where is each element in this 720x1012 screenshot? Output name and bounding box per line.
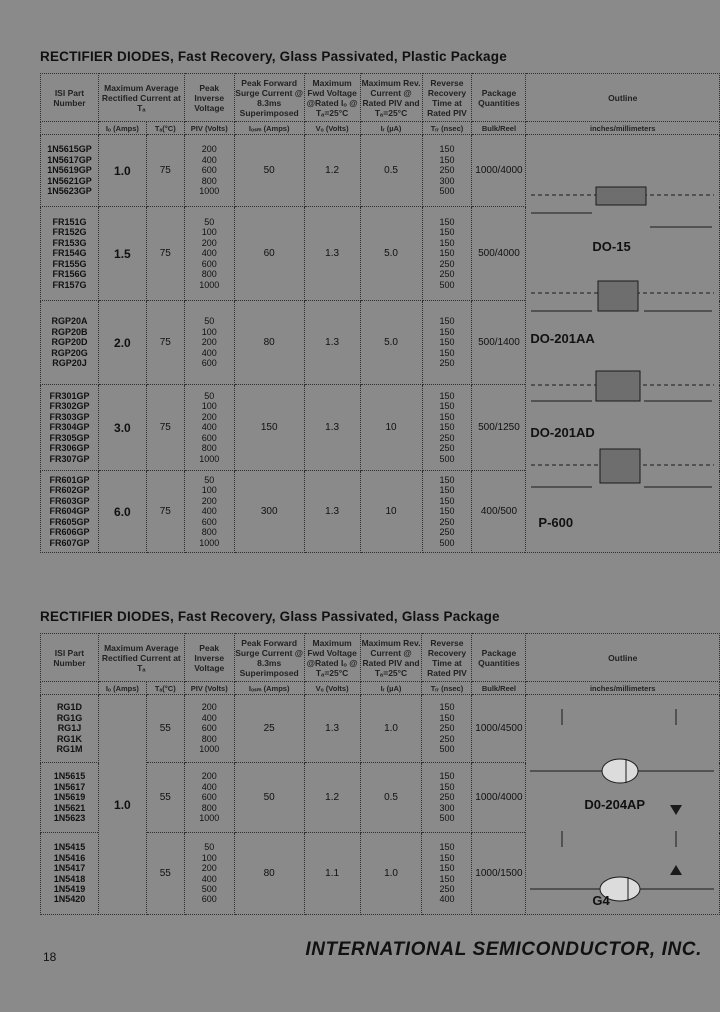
part-number-list-entry: FR307GP (49, 453, 90, 464)
surge-current: 80 (234, 301, 304, 385)
surge-current: 150 (234, 385, 304, 471)
package-label-do201aa: DO-201AA (530, 331, 595, 346)
unit-surge: Iₒₛₘ (Amps) (234, 682, 304, 695)
unit-outline: inches/millimeters (526, 122, 720, 135)
recovery-time-list-entry: 250 (439, 269, 455, 280)
piv-list (184, 833, 234, 915)
reverse-current: 5.0 (360, 207, 422, 301)
part-number-list-entry: RG1G (56, 712, 83, 723)
package-quantity: 500/1400 (472, 301, 526, 385)
recovery-time-list (422, 207, 472, 301)
unit-vf: Vₒ (Volts) (304, 122, 360, 135)
forward-voltage: 1.3 (304, 471, 360, 553)
unit-ir: Iᵣ (µA) (360, 122, 422, 135)
piv-list-entry: 1000 (199, 279, 220, 290)
piv-list-entry: 500 (201, 883, 217, 894)
part-number-list (41, 385, 99, 471)
recovery-time-list-entry: 150 (439, 485, 455, 496)
piv-list-entry: 50 (204, 217, 215, 228)
recovery-time-list-entry: 150 (439, 391, 455, 402)
piv-list-entry: 600 (201, 258, 217, 269)
surge-current: 60 (234, 207, 304, 301)
unit-trr: Tᵣᵣ (nsec) (422, 122, 472, 135)
piv-list-entry: 50 (204, 316, 215, 327)
recovery-time-list (422, 385, 472, 471)
recovery-time-list (422, 695, 472, 763)
part-number-list-entry: 1N5619GP (47, 165, 92, 176)
part-number-list (41, 301, 99, 385)
piv-list (184, 471, 234, 553)
piv-list-entry: 600 (201, 432, 217, 443)
header-outline: Outline (526, 634, 720, 682)
recovery-time-list-entry: 150 (439, 411, 455, 422)
recovery-time-list-entry: 150 (439, 217, 455, 228)
piv-list-entry: 800 (201, 733, 217, 744)
section1-title: RECTIFIER DIODES, Fast Recovery, Glass Passivated, Plastic Package (40, 49, 507, 64)
recovery-time-list-entry: 150 (439, 144, 455, 155)
piv-list-entry: 1000 (199, 744, 220, 755)
piv-list (184, 695, 234, 763)
piv-list-entry: 200 (201, 863, 217, 874)
recovery-time-list-entry: 250 (439, 723, 455, 734)
temp-rating: 55 (146, 695, 184, 763)
part-number-list (41, 471, 99, 553)
piv-list (184, 301, 234, 385)
part-number-list-entry: FR601GP (49, 475, 90, 486)
piv-list-entry: 1000 (199, 537, 220, 548)
part-number-list-entry: RGP20J (52, 358, 87, 369)
header-package-qty: Package Quantities (472, 74, 526, 122)
recovery-time-list-entry: 500 (439, 279, 455, 290)
part-number-list-entry: 1N5418 (53, 873, 86, 884)
unit-qty: Bulk/Reel (472, 682, 526, 695)
part-number-list-entry: FR606GP (49, 527, 90, 538)
piv-list (184, 135, 234, 207)
piv-list-entry: 600 (201, 792, 217, 803)
piv-list-entry: 400 (201, 347, 217, 358)
forward-voltage: 1.3 (304, 207, 360, 301)
header-outline: Outline (526, 74, 720, 122)
surge-current: 50 (234, 135, 304, 207)
piv-list-entry: 200 (201, 495, 217, 506)
part-number-list (41, 763, 99, 833)
recovery-time-list-entry: 150 (439, 852, 455, 863)
part-number-list-entry: 1N5615 (53, 771, 86, 782)
unit-current: Iₒ (Amps) (98, 682, 146, 695)
forward-voltage: 1.3 (304, 695, 360, 763)
piv-list-entry: 50 (204, 842, 215, 853)
part-number-list-entry: RG1J (57, 723, 82, 734)
recovery-time-list-entry: 150 (439, 712, 455, 723)
recovery-time-list-entry: 150 (439, 475, 455, 486)
recovery-time-list-entry: 250 (439, 443, 455, 454)
part-number-list-entry: FR602GP (49, 485, 90, 496)
piv-list-entry: 800 (201, 269, 217, 280)
package-quantity: 1000/4000 (472, 135, 526, 207)
recovery-time-list-entry: 150 (439, 495, 455, 506)
part-number-list-entry: RG1M (56, 744, 83, 755)
part-number-list-entry: FR301GP (49, 391, 90, 402)
header-package-qty: Package Quantities (472, 634, 526, 682)
part-number-list-entry: FR155G (52, 258, 87, 269)
part-number-list-entry: 1N5621 (53, 802, 86, 813)
piv-list-entry: 800 (201, 802, 217, 813)
temp-rating: 75 (146, 301, 184, 385)
recovery-time-list (422, 763, 472, 833)
unit-ir: Iᵣ (µA) (360, 682, 422, 695)
part-number-list-entry: FR607GP (49, 537, 90, 548)
part-number-list-entry: RGP20D (51, 337, 88, 348)
recovery-time-list (422, 833, 472, 915)
reverse-current: 10 (360, 385, 422, 471)
piv-list-entry: 600 (201, 516, 217, 527)
recovery-time-list (422, 471, 472, 553)
header-rev-current: Maximum Rev. Current @ Rated PIV and Tₐ=25°C (360, 74, 422, 122)
header-recovery-time: Reverse Recovery Time at Rated PIV (422, 634, 472, 682)
package-quantity: 500/1250 (472, 385, 526, 471)
reverse-current: 5.0 (360, 301, 422, 385)
piv-list-entry: 800 (201, 175, 217, 186)
header-part-number: ISI Part Number (41, 634, 99, 682)
piv-list-entry: 600 (201, 165, 217, 176)
reverse-current: 10 (360, 471, 422, 553)
part-number-list-entry: FR156G (52, 269, 87, 280)
part-number-list-entry: FR154G (52, 248, 87, 259)
piv-list-entry: 1000 (199, 186, 220, 197)
recovery-time-list-entry: 150 (439, 347, 455, 358)
current-rating: 1.0 (98, 135, 146, 207)
table-row (41, 135, 720, 207)
forward-voltage: 1.3 (304, 385, 360, 471)
piv-list-entry: 600 (201, 723, 217, 734)
part-number-list-entry: FR305GP (49, 432, 90, 443)
recovery-time-list-entry: 150 (439, 248, 455, 259)
current-rating: 2.0 (98, 301, 146, 385)
recovery-time-list-entry: 150 (439, 422, 455, 433)
part-number-list-entry: FR604GP (49, 506, 90, 517)
unit-current: Iₒ (Amps) (98, 122, 146, 135)
header-piv: Peak Inverse Voltage (184, 634, 234, 682)
recovery-time-list-entry: 150 (439, 337, 455, 348)
package-label-do15: DO-15 (592, 239, 631, 254)
recovery-time-list-entry: 250 (439, 883, 455, 894)
current-rating: 1.5 (98, 207, 146, 301)
recovery-time-list-entry: 150 (439, 237, 455, 248)
piv-list-entry: 100 (201, 227, 217, 238)
forward-voltage: 1.2 (304, 763, 360, 833)
piv-list-entry: 50 (204, 475, 215, 486)
piv-list-entry: 1000 (199, 813, 220, 824)
package-label-g4: G4 (592, 893, 610, 908)
header-avg-current: Maximum Average Rectified Current at Tₐ (98, 74, 184, 122)
part-number-list-entry: FR153G (52, 237, 87, 248)
temp-rating: 75 (146, 207, 184, 301)
part-number-list-entry: 1N5416 (53, 852, 86, 863)
package-quantity: 1000/4500 (472, 695, 526, 763)
unit-piv: PIV (Volts) (184, 682, 234, 695)
header-avg-current: Maximum Average Rectified Current at Tₐ (98, 634, 184, 682)
header-piv: Peak Inverse Voltage (184, 74, 234, 122)
piv-list-entry: 600 (201, 358, 217, 369)
part-number-list-entry: 1N5617GP (47, 154, 92, 165)
part-number-list-entry: RGP20A (51, 316, 88, 327)
part-number-list (41, 833, 99, 915)
piv-list-entry: 100 (201, 326, 217, 337)
current-rating: 3.0 (98, 385, 146, 471)
part-number-list-entry: FR605GP (49, 516, 90, 527)
part-number-list-entry: 1N5415 (53, 842, 86, 853)
piv-list-entry: 100 (201, 401, 217, 412)
part-number-list-entry: 1N5617 (53, 781, 86, 792)
part-number-list-entry: 1N5623 (53, 813, 86, 824)
part-number-list (41, 207, 99, 301)
unit-cell (41, 682, 99, 695)
piv-list-entry: 200 (201, 411, 217, 422)
recovery-time-list-entry: 300 (439, 802, 455, 813)
recovery-time-list-entry: 500 (439, 744, 455, 755)
piv-list-entry: 400 (201, 712, 217, 723)
recovery-time-list-entry: 150 (439, 401, 455, 412)
part-number-list-entry: 1N5621GP (47, 175, 92, 186)
package-quantity: 1000/4000 (472, 763, 526, 833)
piv-list (184, 763, 234, 833)
piv-list-entry: 400 (201, 506, 217, 517)
company-name: INTERNATIONAL SEMICONDUCTOR, INC. (305, 939, 702, 960)
recovery-time-list-entry: 500 (439, 453, 455, 464)
current-rating: 6.0 (98, 471, 146, 553)
forward-voltage: 1.1 (304, 833, 360, 915)
forward-voltage: 1.3 (304, 301, 360, 385)
part-number-list-entry: 1N5420 (53, 894, 86, 905)
piv-list (184, 385, 234, 471)
piv-list-entry: 400 (201, 781, 217, 792)
part-number-list-entry: FR603GP (49, 495, 90, 506)
part-number-list-entry: FR306GP (49, 443, 90, 454)
temp-rating: 55 (146, 833, 184, 915)
piv-list-entry: 600 (201, 894, 217, 905)
surge-current: 80 (234, 833, 304, 915)
piv-list-entry: 800 (201, 527, 217, 538)
recovery-time-list-entry: 150 (439, 873, 455, 884)
piv-list-entry: 1000 (199, 453, 220, 464)
piv-list-entry: 200 (201, 144, 217, 155)
recovery-time-list-entry: 150 (439, 781, 455, 792)
part-number-list-entry: RG1K (56, 733, 82, 744)
temp-rating: 75 (146, 471, 184, 553)
piv-list-entry: 400 (201, 873, 217, 884)
recovery-time-list (422, 301, 472, 385)
recovery-time-list-entry: 250 (439, 733, 455, 744)
current-rating: 1.0 (98, 695, 146, 915)
piv-list-entry: 200 (201, 702, 217, 713)
part-number-list-entry: FR152G (52, 227, 87, 238)
piv-list-entry: 50 (204, 391, 215, 402)
piv-list-entry: 400 (201, 154, 217, 165)
recovery-time-list-entry: 150 (439, 863, 455, 874)
part-number-list-entry: RG1D (56, 702, 82, 713)
piv-list-entry: 800 (201, 443, 217, 454)
part-number-list (41, 695, 99, 763)
package-label-do201ad: DO-201AD (530, 425, 595, 440)
header-fwd-voltage: Maximum Fwd Voltage @Rated Iₒ @ Tₐ=25°C (304, 634, 360, 682)
recovery-time-list-entry: 300 (439, 175, 455, 186)
section1-table (40, 73, 720, 553)
section2-table (40, 633, 720, 915)
recovery-time-list-entry: 250 (439, 432, 455, 443)
header-recovery-time: Reverse Recovery Time at Rated PIV (422, 74, 472, 122)
unit-piv: PIV (Volts) (184, 122, 234, 135)
recovery-time-list-entry: 150 (439, 702, 455, 713)
reverse-current: 0.5 (360, 135, 422, 207)
unit-cell (41, 122, 99, 135)
unit-vf: Vₒ (Volts) (304, 682, 360, 695)
part-number-list-entry: 1N5615GP (47, 144, 92, 155)
outline-drawings (526, 135, 720, 553)
header-part-number: ISI Part Number (41, 74, 99, 122)
recovery-time-list-entry: 500 (439, 186, 455, 197)
recovery-time-list-entry: 250 (439, 527, 455, 538)
recovery-time-list-entry: 400 (439, 894, 455, 905)
package-quantity: 1000/1500 (472, 833, 526, 915)
piv-list-entry: 400 (201, 248, 217, 259)
part-number-list-entry: FR157G (52, 279, 87, 290)
package-label-do204ap: D0-204AP (584, 797, 646, 812)
surge-current: 50 (234, 763, 304, 833)
recovery-time-list-entry: 250 (439, 792, 455, 803)
recovery-time-list-entry: 150 (439, 506, 455, 517)
header-rev-current: Maximum Rev. Current @ Rated PIV and Tₐ=25°C (360, 634, 422, 682)
header-surge: Peak Forward Surge Current @ 8.3ms Superimposed (234, 634, 304, 682)
unit-qty: Bulk/Reel (472, 122, 526, 135)
reverse-current: 1.0 (360, 833, 422, 915)
unit-trr: Tᵣᵣ (nsec) (422, 682, 472, 695)
unit-temp: Tₐ(°C) (146, 122, 184, 135)
temp-rating: 75 (146, 135, 184, 207)
recovery-time-list-entry: 150 (439, 842, 455, 853)
surge-current: 300 (234, 471, 304, 553)
recovery-time-list-entry: 150 (439, 771, 455, 782)
section2-title: RECTIFIER DIODES, Fast Recovery, Glass Passivated, Glass Package (40, 609, 500, 624)
piv-list (184, 207, 234, 301)
recovery-time-list-entry: 150 (439, 316, 455, 327)
temp-rating: 55 (146, 763, 184, 833)
recovery-time-list-entry: 500 (439, 813, 455, 824)
temp-rating: 75 (146, 385, 184, 471)
part-number-list (41, 135, 99, 207)
package-quantity: 500/4000 (472, 207, 526, 301)
part-number-list-entry: 1N5623GP (47, 186, 92, 197)
outline-drawings (526, 695, 720, 915)
forward-voltage: 1.2 (304, 135, 360, 207)
part-number-list-entry: RGP20G (51, 347, 88, 358)
part-number-list-entry: 1N5419 (53, 883, 86, 894)
recovery-time-list-entry: 250 (439, 165, 455, 176)
reverse-current: 0.5 (360, 763, 422, 833)
part-number-list-entry: RGP20B (51, 326, 88, 337)
piv-list-entry: 200 (201, 771, 217, 782)
recovery-time-list (422, 135, 472, 207)
surge-current: 25 (234, 695, 304, 763)
unit-temp: Tₐ(°C) (146, 682, 184, 695)
recovery-time-list-entry: 150 (439, 326, 455, 337)
page-number: 18 (43, 950, 57, 964)
unit-surge: Iₒₛₘ (Amps) (234, 122, 304, 135)
piv-list-entry: 100 (201, 852, 217, 863)
piv-list-entry: 200 (201, 237, 217, 248)
header-surge: Peak Forward Surge Current @ 8.3ms Superimposed (234, 74, 304, 122)
unit-outline: inches/millimeters (526, 682, 720, 695)
part-number-list-entry: FR304GP (49, 422, 90, 433)
recovery-time-list-entry: 250 (439, 516, 455, 527)
part-number-list-entry: 1N5417 (53, 863, 86, 874)
recovery-time-list-entry: 250 (439, 258, 455, 269)
part-number-list-entry: FR302GP (49, 401, 90, 412)
part-number-list-entry: FR303GP (49, 411, 90, 422)
table-row (41, 695, 720, 763)
recovery-time-list-entry: 500 (439, 537, 455, 548)
recovery-time-list-entry: 150 (439, 227, 455, 238)
part-number-list-entry: FR151G (52, 217, 87, 228)
recovery-time-list-entry: 150 (439, 154, 455, 165)
header-fwd-voltage: Maximum Fwd Voltage @Rated Iₒ @ Tₐ=25°C (304, 74, 360, 122)
piv-list-entry: 400 (201, 422, 217, 433)
package-quantity: 400/500 (472, 471, 526, 553)
piv-list-entry: 200 (201, 337, 217, 348)
part-number-list-entry: 1N5619 (53, 792, 86, 803)
piv-list-entry: 100 (201, 485, 217, 496)
package-label-p600: P-600 (538, 515, 574, 530)
reverse-current: 1.0 (360, 695, 422, 763)
recovery-time-list-entry: 250 (439, 358, 455, 369)
